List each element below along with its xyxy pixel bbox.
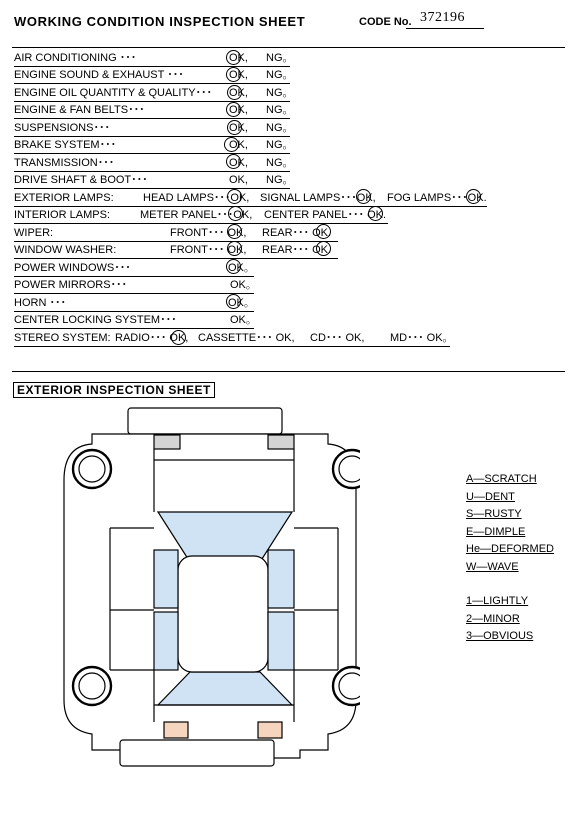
ok-circle: [227, 189, 242, 204]
ok-circle: [226, 50, 241, 65]
wiper-front-value: FRONT･･･ OK,: [170, 227, 247, 239]
legend-item: W—WAVE: [466, 560, 519, 573]
ok-circle: [226, 102, 241, 117]
row-underline: [14, 136, 290, 137]
check-item-ok: OK,: [229, 174, 248, 186]
check-item-ng: NG。: [266, 122, 294, 134]
check-item-label: ENGINE OIL QUANTITY & QUALITY･･･: [14, 87, 213, 99]
ok-circle: [227, 241, 242, 256]
power-windows-value: OK。: [228, 262, 255, 274]
code-underline: [406, 28, 484, 29]
check-item-label: DRIVE SHAFT & BOOT･･･: [14, 174, 148, 186]
car-diagram: [60, 400, 360, 820]
power-windows-label: POWER WINDOWS･･･: [14, 262, 131, 274]
signal-lamps-value: SIGNAL LAMPS･･･OK,: [260, 192, 376, 204]
mid-divider: [12, 371, 565, 372]
ok-circle: [226, 154, 241, 169]
top-divider: [12, 47, 565, 48]
power-mirrors-label: POWER MIRRORS･･･: [14, 279, 128, 291]
row-underline: [14, 171, 290, 172]
washer-front-value: FRONT･･･ OK,: [170, 244, 247, 256]
check-item-ng: NG。: [266, 139, 294, 151]
legend-level: 1—LIGHTLY: [466, 595, 529, 607]
check-item-label: ENGINE SOUND & EXHAUST ･･･: [14, 69, 184, 81]
rear-lamp-left: [164, 722, 188, 738]
center-locking-value: OK。: [230, 314, 257, 326]
washer-rear-value: REAR･･･ OK.: [262, 244, 332, 256]
row-underline: [14, 101, 290, 102]
severity-legend: [466, 593, 533, 646]
damage-legend: [466, 471, 554, 577]
sheet-title: WORKING CONDITION INSPECTION SHEET: [14, 14, 306, 29]
check-item-ok: OK,: [229, 139, 248, 151]
check-item-label: AIR CONDITIONING ･･･: [14, 52, 137, 64]
legend-level: 3—OBVIOUS: [466, 630, 534, 643]
center-locking-label: CENTER LOCKING SYSTEM･･･: [14, 314, 177, 326]
check-item-ng: NG。: [266, 52, 294, 64]
check-item-ok: OK,: [229, 104, 248, 116]
head-lamps-value: HEAD LAMPS･･･OK,: [143, 192, 250, 204]
legend-item: S—RUSTY: [466, 508, 522, 521]
stereo-cd-value: CD･･･ OK,: [310, 332, 365, 344]
check-item-ok: OK,: [229, 122, 248, 134]
side-window-right-rear: [268, 612, 294, 670]
row-underline: [14, 83, 290, 84]
check-item-label: TRANSMISSION･･･: [14, 157, 115, 169]
check-item-ok: OK,: [229, 87, 248, 99]
check-item-label: ENGINE & FAN BELTS･･･: [14, 104, 145, 116]
legend-item: A—SCRATCH: [466, 473, 537, 485]
front-bumper: [128, 408, 282, 434]
ok-circle: [368, 206, 383, 221]
ok-circle: [226, 294, 241, 309]
horn-label: HORN ･･･: [14, 297, 66, 309]
stereo-radio-value: RADIO･･･ OK,: [115, 332, 189, 344]
ok-circle: [466, 189, 481, 204]
side-window-left-rear: [154, 612, 178, 670]
legend-item: He—DEFORMED: [466, 543, 555, 556]
rear-lamp-right: [258, 722, 282, 738]
power-mirrors-value: OK。: [230, 279, 257, 291]
check-item-label: SUSPENSIONS･･･: [14, 122, 110, 134]
check-item-ng: NG。: [266, 157, 294, 169]
ok-circle: [228, 206, 243, 221]
stereo-md-value: MD･･･ OK。: [390, 332, 454, 344]
ok-circle: [227, 120, 242, 135]
side-window-left-front: [154, 550, 178, 608]
code-value: 372196: [420, 10, 465, 25]
ok-circle: [226, 67, 241, 82]
front-lamp-left: [154, 435, 180, 449]
stereo-label: STEREO SYSTEM:: [14, 332, 111, 344]
legend-item: E—DIMPLE: [466, 525, 526, 538]
check-item-ok: OK,: [229, 157, 248, 169]
row-underline: [14, 118, 290, 119]
ok-circle: [224, 137, 239, 152]
row-underline: [14, 153, 290, 154]
check-item-ok: OK,: [229, 69, 248, 81]
horn-value: OK。: [228, 297, 255, 309]
ok-circle: [171, 330, 186, 345]
washer-label: WINDOW WASHER:: [14, 244, 117, 256]
ok-circle: [227, 85, 242, 100]
roof: [178, 556, 268, 672]
wiper-rear-value: REAR･･･ OK.: [262, 227, 332, 239]
fog-lamps-value: FOG LAMPS･･･OK.: [387, 192, 487, 204]
check-item-ng: NG。: [266, 104, 294, 116]
interior-lamps-label: INTERIOR LAMPS:: [14, 209, 110, 221]
check-item-ng: NG。: [266, 69, 294, 81]
ok-circle: [316, 224, 331, 239]
stereo-cassette-value: CASSETTE･･･ OK,: [198, 332, 295, 344]
rear-bumper: [120, 740, 274, 766]
meter-panel-value: METER PANEL･･･OK,: [140, 209, 253, 221]
check-item-label: BRAKE SYSTEM･･･: [14, 139, 117, 151]
row-underline: [14, 66, 290, 67]
ok-circle: [316, 241, 331, 256]
check-item-ok: OK,: [229, 52, 248, 64]
exterior-section-title: EXTERIOR INSPECTION SHEET: [13, 382, 215, 398]
code-label: CODE No.: [359, 16, 412, 28]
ok-circle: [356, 189, 371, 204]
ok-circle: [226, 259, 241, 274]
check-item-ng: NG。: [266, 174, 294, 186]
legend-item: U—DENT: [466, 490, 515, 503]
exterior-lamps-label: EXTERIOR LAMPS:: [14, 192, 114, 204]
front-lamp-right: [268, 435, 294, 449]
wiper-label: WIPER:: [14, 227, 54, 239]
legend-level: 2—MINOR: [466, 612, 520, 625]
row-underline: [14, 188, 290, 189]
ok-circle: [227, 224, 242, 239]
check-item-ng: NG。: [266, 87, 294, 99]
side-window-right-front: [268, 550, 294, 608]
center-panel-value: CENTER PANEL･･･ OK.: [264, 209, 387, 221]
